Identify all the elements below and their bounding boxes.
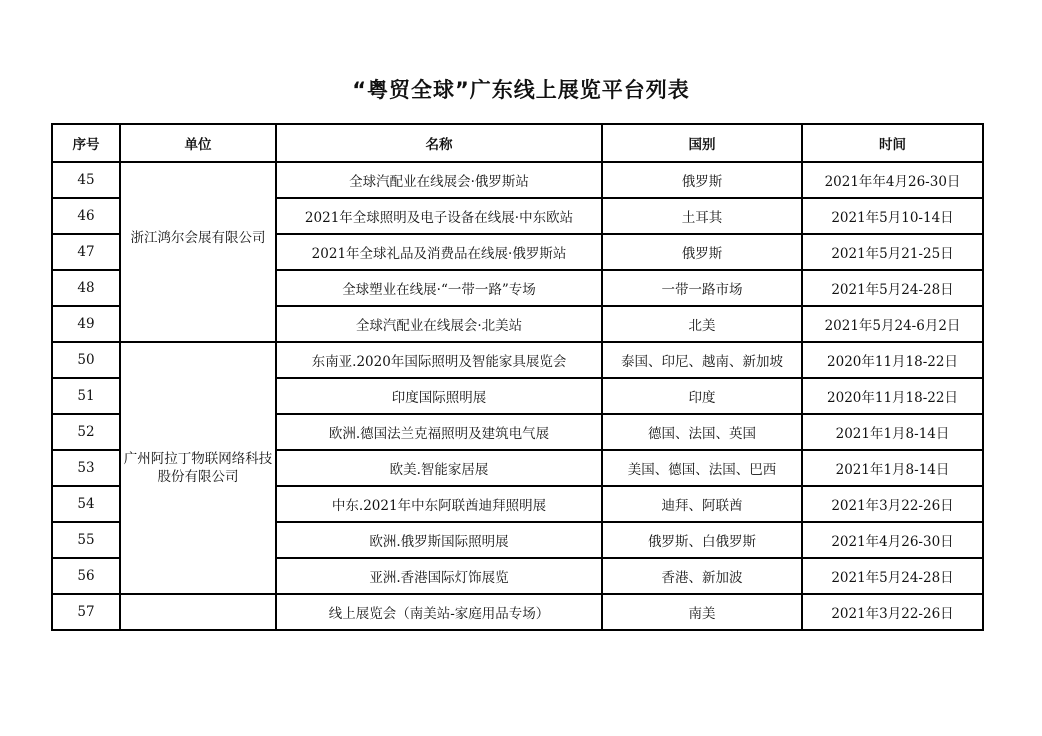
cell-time: 2021年1月8-14日 <box>802 414 983 450</box>
cell-unit <box>120 594 276 630</box>
cell-time: 2020年11月18-22日 <box>802 342 983 378</box>
header-no: 序号 <box>52 124 120 162</box>
header-country: 国别 <box>602 124 802 162</box>
table-row <box>52 162 983 198</box>
cell-no: 47 <box>52 234 120 270</box>
cell-no: 46 <box>52 198 120 234</box>
cell-no: 56 <box>52 558 120 594</box>
table-header-row <box>52 124 983 162</box>
cell-no: 53 <box>52 450 120 486</box>
cell-no: 50 <box>52 342 120 378</box>
cell-name: 2021年全球礼品及消费品在线展·俄罗斯站 <box>276 234 602 270</box>
cell-time: 2021年5月21-25日 <box>802 234 983 270</box>
cell-no: 55 <box>52 522 120 558</box>
cell-no: 57 <box>52 594 120 630</box>
cell-unit: 浙江鸿尔会展有限公司 <box>120 162 276 342</box>
cell-no: 51 <box>52 378 120 414</box>
cell-no: 54 <box>52 486 120 522</box>
cell-country: 香港、新加波 <box>602 558 802 594</box>
cell-time: 2021年1月8-14日 <box>802 450 983 486</box>
cell-country: 一带一路市场 <box>602 270 802 306</box>
cell-time: 2021年3月22-26日 <box>802 486 983 522</box>
cell-name: 欧美.智能家居展 <box>276 450 602 486</box>
header-time: 时间 <box>802 124 983 162</box>
table-row <box>52 342 983 378</box>
header-name: 名称 <box>276 124 602 162</box>
cell-time: 2021年年4月26-30日 <box>802 162 983 198</box>
cell-country: 土耳其 <box>602 198 802 234</box>
cell-name: 亚洲.香港国际灯饰展览 <box>276 558 602 594</box>
cell-time: 2021年4月26-30日 <box>802 522 983 558</box>
cell-no: 49 <box>52 306 120 342</box>
cell-name: 印度国际照明展 <box>276 378 602 414</box>
page-title: “粤贸全球”广东线上展览平台列表 <box>352 78 690 102</box>
cell-country: 北美 <box>602 306 802 342</box>
cell-no: 48 <box>52 270 120 306</box>
cell-time: 2021年5月24-28日 <box>802 558 983 594</box>
cell-no: 52 <box>52 414 120 450</box>
cell-name: 全球汽配业在线展会·北美站 <box>276 306 602 342</box>
cell-name: 线上展览会（南美站-家庭用品专场） <box>276 594 602 630</box>
cell-name: 中东.2021年中东阿联酋迪拜照明展 <box>276 486 602 522</box>
cell-name: 2021年全球照明及电子设备在线展·中东欧站 <box>276 198 602 234</box>
table-row <box>52 594 983 630</box>
cell-time: 2021年5月24-6月2日 <box>802 306 983 342</box>
cell-name: 欧洲.德国法兰克福照明及建筑电气展 <box>276 414 602 450</box>
cell-time: 2021年5月24-28日 <box>802 270 983 306</box>
cell-country: 南美 <box>602 594 802 630</box>
cell-name: 全球汽配业在线展会·俄罗斯站 <box>276 162 602 198</box>
cell-time: 2021年3月22-26日 <box>802 594 983 630</box>
cell-no: 45 <box>52 162 120 198</box>
cell-country: 印度 <box>602 378 802 414</box>
cell-time: 2020年11月18-22日 <box>802 378 983 414</box>
cell-name: 东南亚.2020年国际照明及智能家具展览会 <box>276 342 602 378</box>
cell-country: 德国、法国、英国 <box>602 414 802 450</box>
cell-country: 泰国、印尼、越南、新加坡 <box>602 342 802 378</box>
cell-time: 2021年5月10-14日 <box>802 198 983 234</box>
cell-country: 俄罗斯、白俄罗斯 <box>602 522 802 558</box>
cell-country: 俄罗斯 <box>602 162 802 198</box>
cell-unit: 广州阿拉丁物联网络科技股份有限公司 <box>120 342 276 594</box>
cell-name: 全球塑业在线展·“一带一路”专场 <box>276 270 602 306</box>
cell-country: 美国、德国、法国、巴西 <box>602 450 802 486</box>
cell-country: 俄罗斯 <box>602 234 802 270</box>
cell-name: 欧洲.俄罗斯国际照明展 <box>276 522 602 558</box>
cell-country: 迪拜、阿联酋 <box>602 486 802 522</box>
header-unit: 单位 <box>120 124 276 162</box>
exhibition-table <box>51 123 984 631</box>
